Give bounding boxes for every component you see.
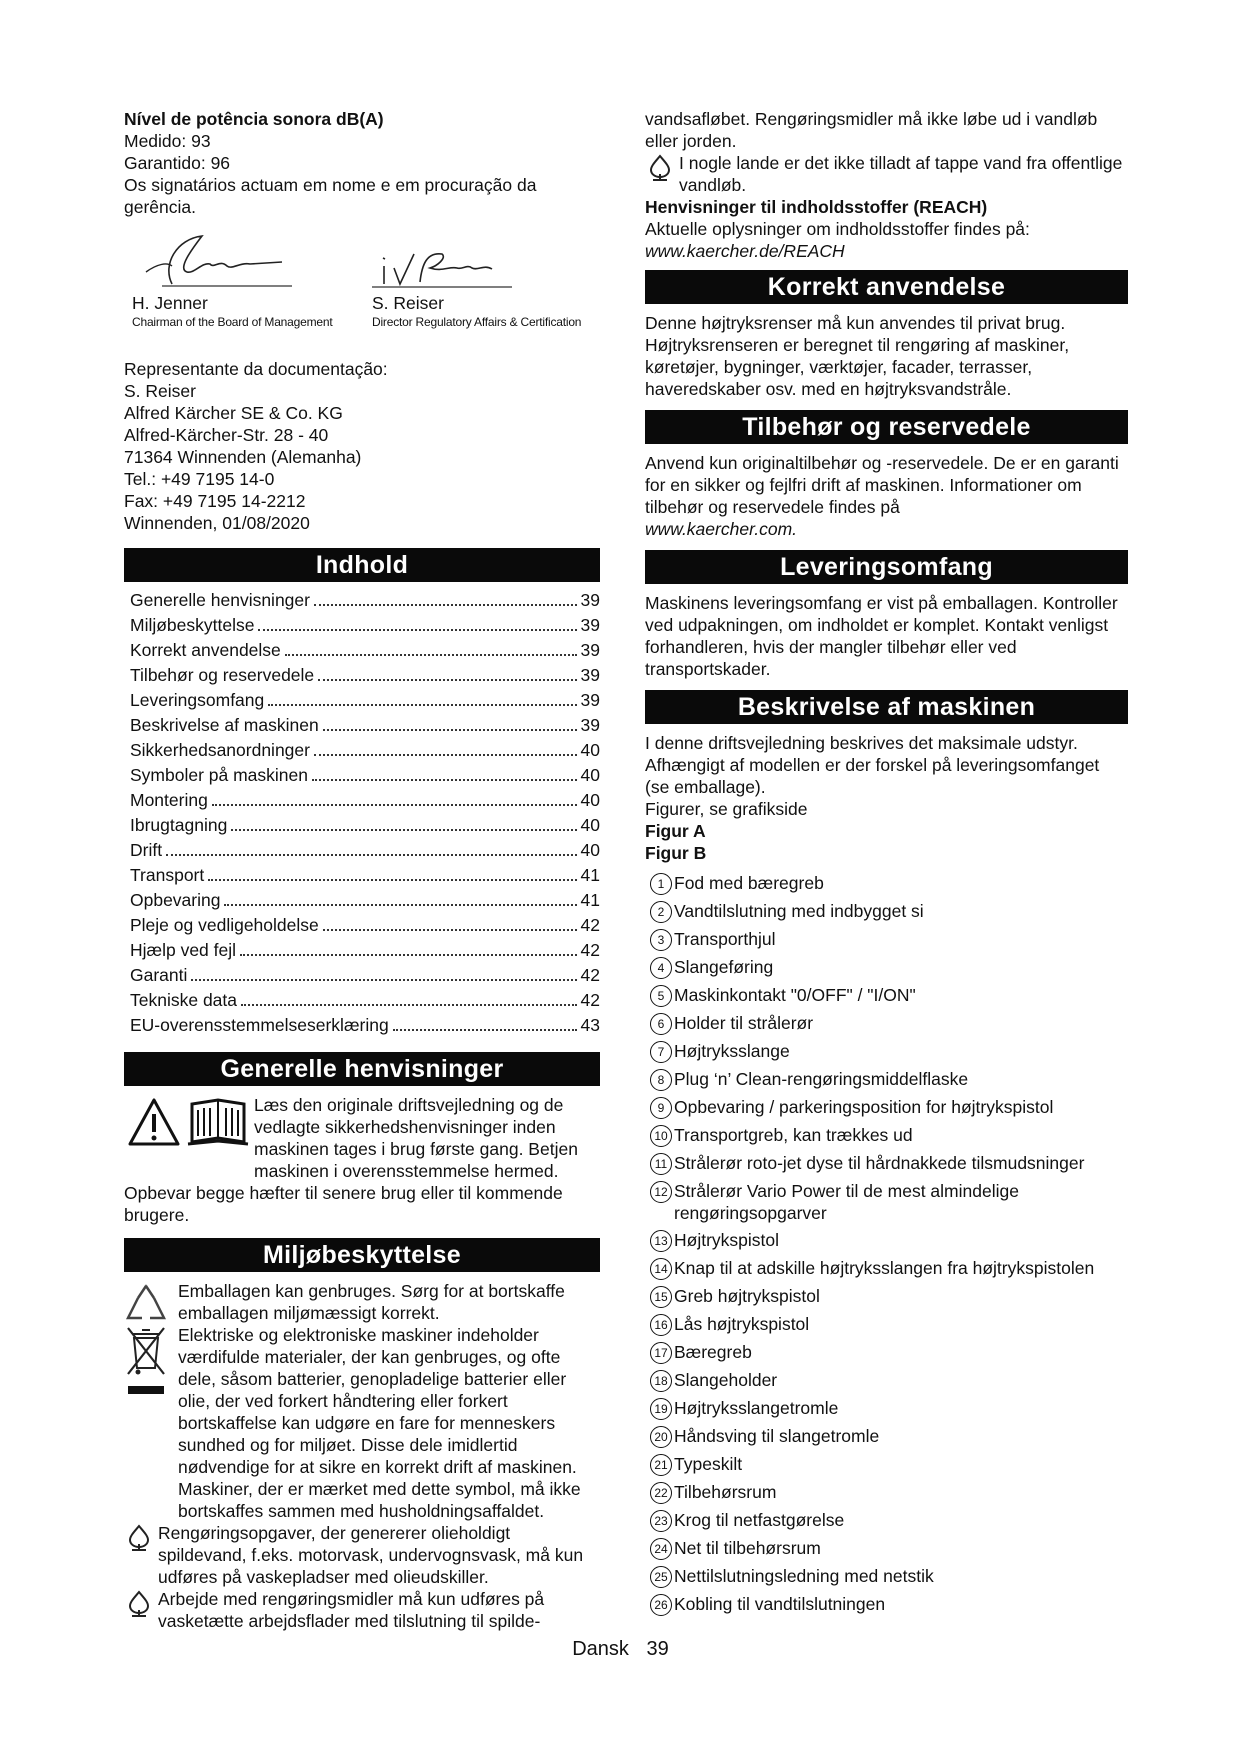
rep-line: Tel.: +49 7195 14-0 [124,469,275,489]
component-list [645,872,1128,1616]
signature-block [124,224,600,352]
item-text: Højtryksslange [674,1041,790,1061]
toc-entry[interactable] [130,865,600,890]
toc-entry-title: Pleje og vedligeholdelse [130,915,319,935]
scope-text: Maskinens leveringsomfang er vist på emballagen. Kontroller ved udpakningen, om indholdet er komplet. Kontakt venligst forhandleren, hvis der mangler tilbehør eller ved transportskader. [645,593,1118,679]
list-item [645,1229,1128,1252]
item-text: Slangeføring [674,957,774,977]
item-number: 26 [650,1594,672,1616]
toc-entry[interactable] [130,740,600,765]
water-drop-icon [124,1522,158,1552]
item-number: 5 [650,985,672,1007]
toc-entry-title: Tilbehør og reservedele [130,665,315,685]
item-text: Bæregreb [674,1342,752,1362]
toc-entry-title: Opbevaring [130,890,221,910]
item-text: Lås højtrykspistol [674,1314,810,1334]
item-text: Nettilslutningsledning med netstik [674,1566,934,1586]
toc-entry[interactable] [130,790,600,815]
toc-entry-page: 43 [580,1015,600,1035]
item-number: 3 [650,929,672,951]
list-item [645,1397,1128,1420]
list-item [645,956,1128,979]
item-text: Transporthjul [674,929,776,949]
measured-value: Medido: 93 [124,131,211,151]
list-item [645,1341,1128,1364]
toc-entry-page: 40 [580,840,600,860]
item-text: Plug ‘n’ Clean-rengøringsmiddelflaske [674,1069,969,1089]
item-text: Håndsving til slangetromle [674,1426,880,1446]
table-of-contents [130,590,600,1040]
description-text: I denne driftsvejledning beskrives det maksimale udstyr. Afhængigt af modellen er der forskel på leveringsomfanget (se emballage). [645,733,1100,797]
toc-entry-title: Generelle henvisninger [130,590,310,610]
intended-use-heading: Korrekt anvendelse [645,270,1128,304]
accessories-text: Anvend kun originaltilbehør og -reservedele. De er en garanti for en sikker og fejlfri drift af maskinen. Informationer om tilbehør og reservedele findes på [645,453,1119,517]
list-item [645,1565,1128,1588]
list-item [645,1068,1128,1091]
continued-paragraph: vandsafløbet. Rengøringsmidler må ikke løbe ud i vandløb eller jorden. [645,109,1098,151]
item-text: Holder til strålerør [674,1013,814,1033]
toc-entry-title: Beskrivelse af maskinen [130,715,319,735]
crossed-bin-icon [124,1324,174,1404]
item-number: 19 [650,1398,672,1420]
sound-heading: Nível de potência sonora dB(A) [124,109,384,129]
signature-reiser [372,224,581,330]
item-number: 25 [650,1566,672,1588]
toc-entry-title: Korrekt anvendelse [130,640,281,660]
toc-entry[interactable] [130,1015,600,1040]
item-text: Slangeholder [674,1370,778,1390]
toc-entry-page: 40 [580,815,600,835]
signer-name-2: S. Reiser [372,293,444,313]
item-number: 11 [650,1153,672,1175]
reach-heading: Henvisninger til indholdsstoffer (REACH) [645,197,988,217]
toc-entry[interactable] [130,990,600,1015]
item-number: 12 [650,1181,672,1203]
item-number: 10 [650,1125,672,1147]
item-text: Net til tilbehørsrum [674,1538,821,1558]
toc-entry-title: Tekniske data [130,990,238,1010]
signatories-text: Os signatários actuam em nome e em procuração da gerência. [124,175,537,217]
item-number: 22 [650,1482,672,1504]
right-column [645,108,1128,1621]
item-text: Strålerør roto-jet dyse til hårdnakkede tilsmudsninger [674,1153,1085,1173]
reach-link[interactable]: www.kaercher.de/REACH [645,241,845,261]
rep-line: 71364 Winnenden (Alemanha) [124,447,362,467]
recycling-icon [124,1280,174,1324]
item-number: 8 [650,1069,672,1091]
item-number: 6 [650,1013,672,1035]
item-text: Maskinkontakt "0/OFF" / "I/ON" [674,985,916,1005]
representative-block [124,358,600,534]
item-text: Greb højtrykspistol [674,1286,820,1306]
list-item [645,1453,1128,1476]
toc-entry-page: 42 [580,990,600,1010]
list-item [645,1425,1128,1448]
toc-entry-title: Leveringsomfang [130,690,265,710]
list-item [645,1096,1128,1119]
signer-title-2: Director Regulatory Affairs & Certification [372,315,582,329]
toc-entry[interactable] [130,965,600,990]
toc-entry-title: EU-overensstemmelseserklæring [130,1015,389,1035]
toc-entry[interactable] [130,615,600,640]
env-detergent-notice [124,1588,600,1632]
toc-entry[interactable] [130,840,600,865]
toc-entry-page: 40 [580,740,600,760]
toc-entry-page: 40 [580,790,600,810]
toc-entry-title: Symboler på maskinen [130,765,308,785]
toc-heading: Indhold [124,548,600,582]
toc-entry-page: 39 [580,665,600,685]
item-text: Transportgreb, kan trækkes ud [674,1125,913,1145]
env-recycling-notice [124,1280,600,1324]
list-item [645,1152,1128,1175]
list-item [645,1593,1128,1616]
toc-entry-title: Miljøbeskyttelse [130,615,255,635]
general-notice [124,1094,600,1182]
list-item [645,1040,1128,1063]
env-weee-notice [124,1324,600,1522]
toc-entry-title: Drift [130,840,163,860]
env-paragraph-2: Elektriske og elektroniske maskiner indeholder værdifulde materialer, der kan genbruges, og ofte dele, såsom batterier, genopladelige batterier eller olie, der ved forkert håndtering eller forkert bortskaffelse kan udgøre en fare for menneskers sundhed og for miljøet. Disse dele imidlertid nødvendige for at sikre en korrekt drift af maskinen. Maskiner, der er mærket med dette symbol, må ikke bortskaffes sammen med husholdningsaffaldet. [178,1325,581,1521]
general-paragraph-2: Opbevar begge hæfter til senere brug eller til kommende brugere. [124,1183,563,1225]
item-number: 4 [650,957,672,979]
toc-entry[interactable] [130,665,600,690]
toc-entry[interactable] [130,640,600,665]
toc-entry-page: 39 [580,715,600,735]
rep-line: Alfred-Kärcher-Str. 28 - 40 [124,425,329,445]
toc-entry-page: 42 [580,915,600,935]
item-text: Højtrykspistol [674,1230,780,1250]
figure-b-label: Figur B [645,843,707,863]
item-text: Kobling til vandtilslutningen [674,1594,886,1614]
list-item [645,928,1128,951]
item-text: Højtryksslangetromle [674,1398,839,1418]
guaranteed-value: Garantido: 96 [124,153,231,173]
item-number: 2 [650,901,672,923]
rep-line: Fax: +49 7195 14-2212 [124,491,306,511]
toc-entry-title: Ibrugtagning [130,815,228,835]
item-text: Vandtilslutning med indbygget si [674,901,924,921]
item-text: Krog til netfastgørelse [674,1510,845,1530]
public-water-notice [645,152,1128,196]
environment-heading: Miljøbeskyttelse [124,1238,600,1272]
page-footer [0,1638,1241,1661]
toc-entry-page: 39 [580,590,600,610]
item-number: 20 [650,1426,672,1448]
handwritten-signature-reiser [372,224,512,292]
warning-and-manual-icon [124,1094,254,1150]
item-number: 15 [650,1286,672,1308]
left-column [124,108,600,1632]
general-heading: Generelle henvisninger [124,1052,600,1086]
item-number: 14 [650,1258,672,1280]
item-number: 21 [650,1454,672,1476]
footer-page-number: 39 [646,1638,669,1660]
toc-entry[interactable] [130,940,600,965]
item-number: 23 [650,1510,672,1532]
toc-entry[interactable] [130,815,600,840]
list-item [645,984,1128,1007]
item-number: 16 [650,1314,672,1336]
toc-entry-title: Sikkerhedsanordninger [130,740,310,760]
figures-note: Figurer, se grafikside [645,799,808,819]
item-number: 9 [650,1097,672,1119]
reach-text: Aktuelle oplysninger om indholdsstoffer findes på: [645,219,1030,239]
toc-entry-page: 39 [580,615,600,635]
item-number: 24 [650,1538,672,1560]
toc-entry-page: 41 [580,890,600,910]
toc-entry-title: Garanti [130,965,188,985]
toc-entry-page: 39 [580,690,600,710]
toc-entry-page: 40 [580,765,600,785]
item-text: Strålerør Vario Power til de mest almindelige rengøringsopgarver [674,1181,1019,1223]
list-item [645,1257,1128,1280]
public-water-text: I nogle lande er det ikke tilladt af tappe vand fra offentlige vandløb. [679,153,1123,195]
toc-entry-title: Montering [130,790,208,810]
water-drop-icon [645,152,679,182]
list-item [645,1180,1128,1224]
handwritten-signature-jenner [132,224,292,292]
list-item [645,1481,1128,1504]
toc-entry[interactable] [130,915,600,940]
env-paragraph-1: Emballagen kan genbruges. Sørg for at bortskaffe emballagen miljømæssigt korrekt. [178,1281,565,1323]
rep-line: Alfred Kärcher SE & Co. KG [124,403,343,423]
toc-entry[interactable] [130,715,600,740]
item-number: 7 [650,1041,672,1063]
list-item [645,1537,1128,1560]
figure-a-label: Figur A [645,821,706,841]
toc-entry[interactable] [130,590,600,615]
list-item [645,872,1128,895]
scope-heading: Leveringsomfang [645,550,1128,584]
env-oil-notice [124,1522,600,1588]
list-item [645,1124,1128,1147]
toc-entry-page: 42 [580,940,600,960]
item-text: Tilbehørsrum [674,1482,777,1502]
item-number: 17 [650,1342,672,1364]
env-paragraph-3: Rengøringsopgaver, der genererer olieholdigt spildevand, f.eks. motorvask, undervognsvask, må kun udføres på vaskepladser med olieudskiller. [158,1523,584,1587]
footer-language: Dansk [572,1638,629,1660]
list-item [645,1012,1128,1035]
rep-line: S. Reiser [124,381,196,401]
list-item [645,1285,1128,1308]
list-item [645,1509,1128,1532]
description-heading: Beskrivelse af maskinen [645,690,1128,724]
list-item [645,900,1128,923]
rep-line: Winnenden, 01/08/2020 [124,513,310,533]
accessories-heading: Tilbehør og reservedele [645,410,1128,444]
accessories-link[interactable]: www.kaercher.com. [645,519,798,539]
toc-entry-title: Hjælp ved fejl [130,940,237,960]
item-number: 13 [650,1230,672,1252]
signer-name-1: H. Jenner [132,293,208,313]
signature-jenner [132,224,332,330]
toc-entry-page: 41 [580,865,600,885]
general-paragraph-1: Læs den originale driftsvejledning og de vedlagte sikkerhedshenvisninger inden maskinen tages i brug første gang. Betjen maskinen i overensstemmelse hermed. [254,1095,578,1181]
list-item [645,1313,1128,1336]
toc-entry[interactable] [130,890,600,915]
item-text: Fod med bæregreb [674,873,824,893]
toc-entry[interactable] [130,690,600,715]
toc-entry-page: 42 [580,965,600,985]
item-number: 18 [650,1370,672,1392]
item-number: 1 [650,873,672,895]
item-text: Typeskilt [674,1454,743,1474]
water-drop-icon [124,1588,158,1618]
signer-title-1: Chairman of the Board of Management [132,315,333,329]
list-item [645,1369,1128,1392]
item-text: Knap til at adskille højtryksslangen fra højtrykspistolen [674,1258,1095,1278]
intended-use-text: Denne højtryksrenser må kun anvendes til privat brug. Højtryksrenseren er beregnet til rengøring af maskiner, køretøjer, bygninger, værktøjer, facader, terrasser, haveredskaber osv. med en højtryksvandstråle. [645,313,1070,399]
item-text: Opbevaring / parkeringsposition for højtrykspistol [674,1097,1054,1117]
toc-entry-title: Transport [130,865,205,885]
toc-entry[interactable] [130,765,600,790]
env-paragraph-4: Arbejde med rengøringsmidler må kun udføres på vasketætte arbejdsflader med tilslutning til spilde- [158,1589,545,1631]
toc-entry-page: 39 [580,640,600,660]
rep-line: Representante da documentação: [124,359,388,379]
